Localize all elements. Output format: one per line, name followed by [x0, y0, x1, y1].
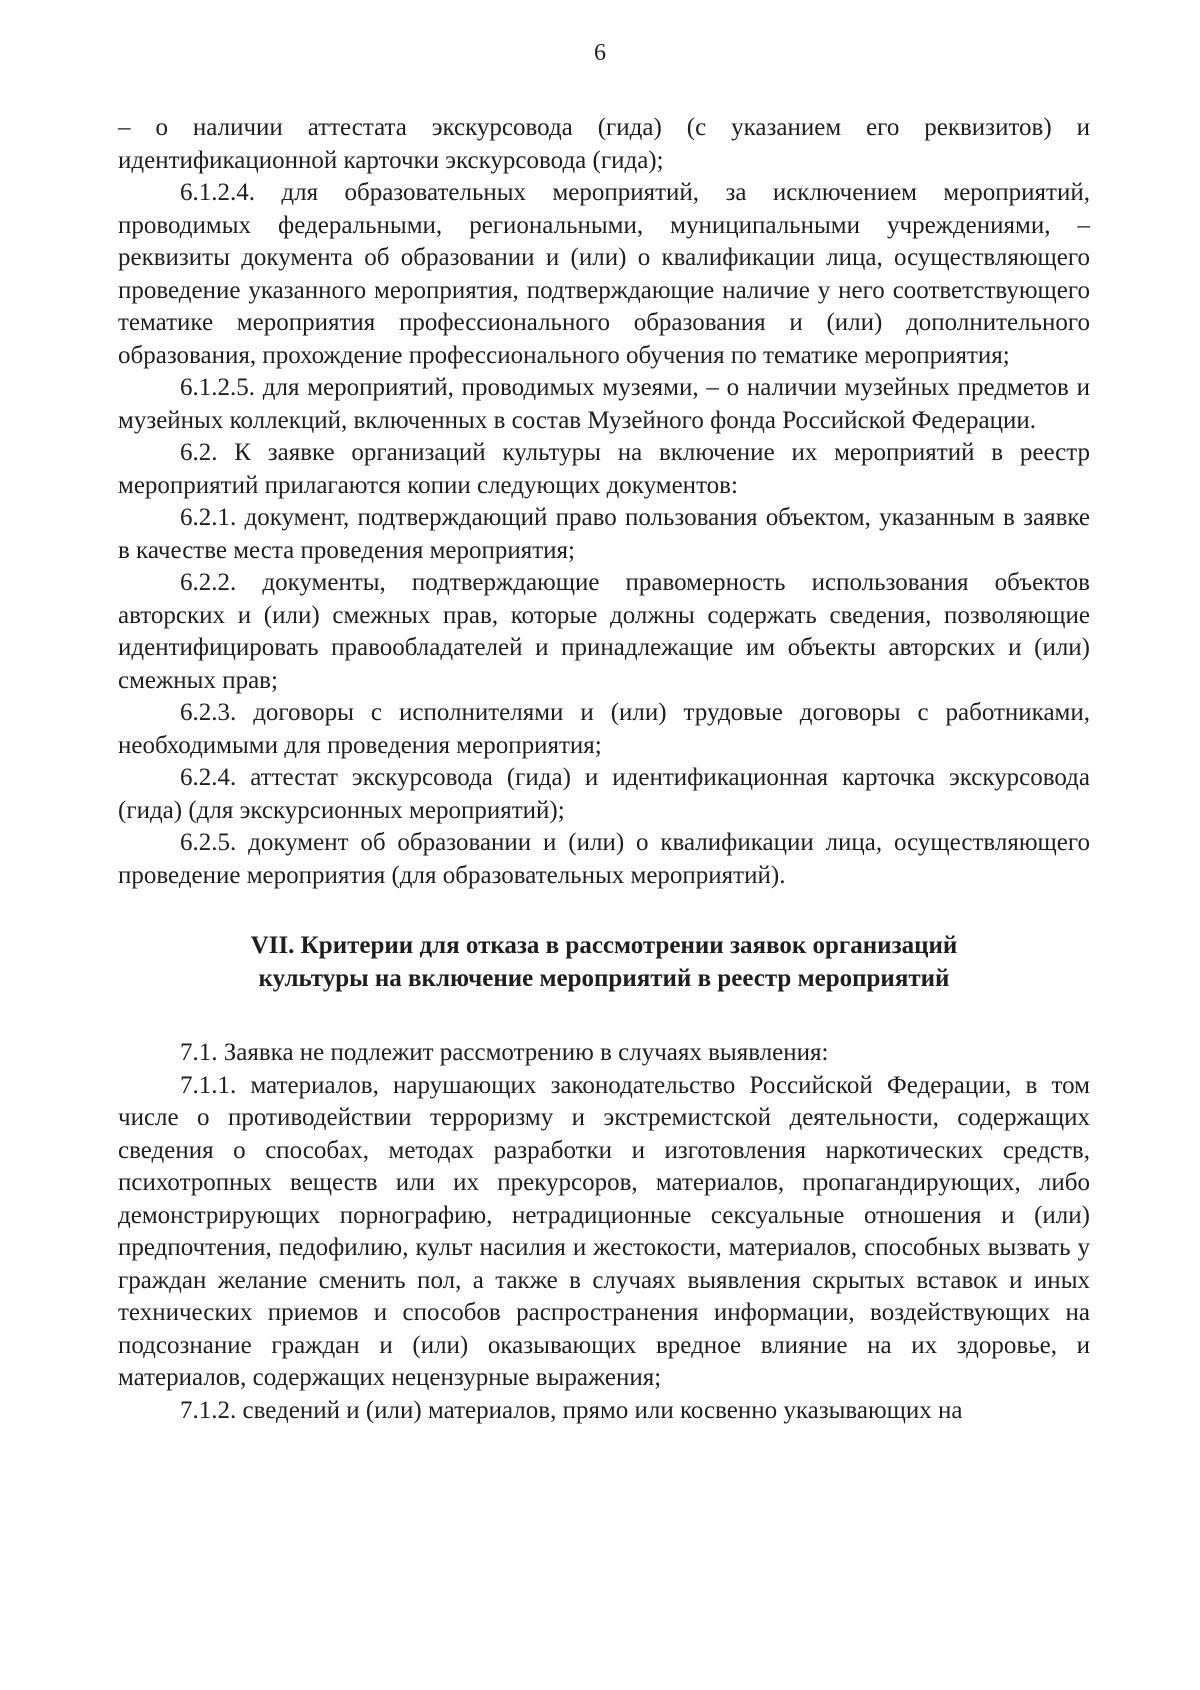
paragraph-6-1-2-4: 6.1.2.4. для образовательных мероприятий, за исключением мероприятий, проводимых федеральными, региональными, муниципальными учреждениями, – реквизиты документа об образовании и (или) о квалификации лица, осуществляющего проведение указанного мероприятия, подтверждающие наличие у него соответствующего тематике мероприятия профессионального образования и (или) дополнительного образования, прохождение профессионального обучения по тематике мероприятия;: [118, 179, 1090, 369]
paragraph-6-1-2-5: 6.1.2.5. для мероприятий, проводимых музеями, – о наличии музейных предметов и музейных коллекций, включенных в состав Музейного фонда Российской Федерации.: [118, 374, 1090, 434]
paragraph-6-2-2: 6.2.2. документы, подтверждающие правомерность использования объектов авторских и (или) смежных прав, которые должны содержать сведения, позволяющие идентифицировать правообладателей и принадлежащие им объекты авторских и (или) смежных прав;: [118, 569, 1090, 694]
section-title: [118, 930, 1090, 995]
paragraph-6-2: 6.2. К заявке организаций культуры на включение их мероприятий в реестр мероприятий прилагаются копии следующих документов:: [118, 439, 1090, 499]
paragraph-7-1: 7.1. Заявка не подлежит рассмотрению в случаях выявления:: [180, 1039, 829, 1066]
paragraph-7-1-1: 7.1.1. материалов, нарушающих законодательство Российской Федерации, в том числе о противодействии терроризму и экстремистской деятельности, содержащих сведения о способах, методах разработки и изготовления наркотических средств, психотропных веществ или их прекурсоров, материалов, пропагандирующих, либо демонстрирующих порнографию, нетрадиционные сексуальные отношения и (или) предпочтения, педофилию, культ насилия и жестокости, материалов, способных вызвать у граждан желание сменить пол, а также в случаях выявления скрытых вставок и иных технических приемов и способов распространения информации, воздействующих на подсознание граждан и (или) оказывающих вредное влияние на их здоровье, и материалов, содержащих нецензурные выражения;: [118, 1071, 1090, 1391]
document-body: [118, 112, 1090, 1427]
paragraph-6-2-1: 6.2.1. документ, подтверждающий право пользования объектом, указанным в заявке в качестве места проведения мероприятия;: [118, 504, 1090, 564]
paragraph-6-2-5: 6.2.5. документ об образовании и (или) о квалификации лица, осуществляющего проведение мероприятия (для образовательных мероприятий).: [118, 829, 1090, 889]
paragraphs-before: [118, 112, 1090, 892]
paragraph-7-1-2: 7.1.2. сведений и (или) материалов, прямо или косвенно указывающих на: [180, 1396, 963, 1424]
paragraph-attestat: – о наличии аттестата экскурсовода (гида) (с указанием его реквизитов) и идентификационной карточки экскурсовода (гида);: [118, 114, 1090, 174]
paragraph-6-2-3: 6.2.3. договоры с исполнителями и (или) трудовые договоры с работниками, необходимыми для проведения мероприятия;: [118, 699, 1090, 759]
paragraphs-after: [118, 1037, 1090, 1427]
section-title-line-1: VII. Критерии для отказа в рассмотрении заявок организаций: [250, 932, 958, 959]
section-title-line-2: культуры на включение мероприятий в реестр мероприятий: [258, 964, 950, 992]
page-number: 6: [594, 40, 606, 66]
paragraph-6-2-4: 6.2.4. аттестат экскурсовода (гида) и идентификационная карточка экскурсовода (гида) (для экскурсионных мероприятий);: [118, 764, 1090, 824]
